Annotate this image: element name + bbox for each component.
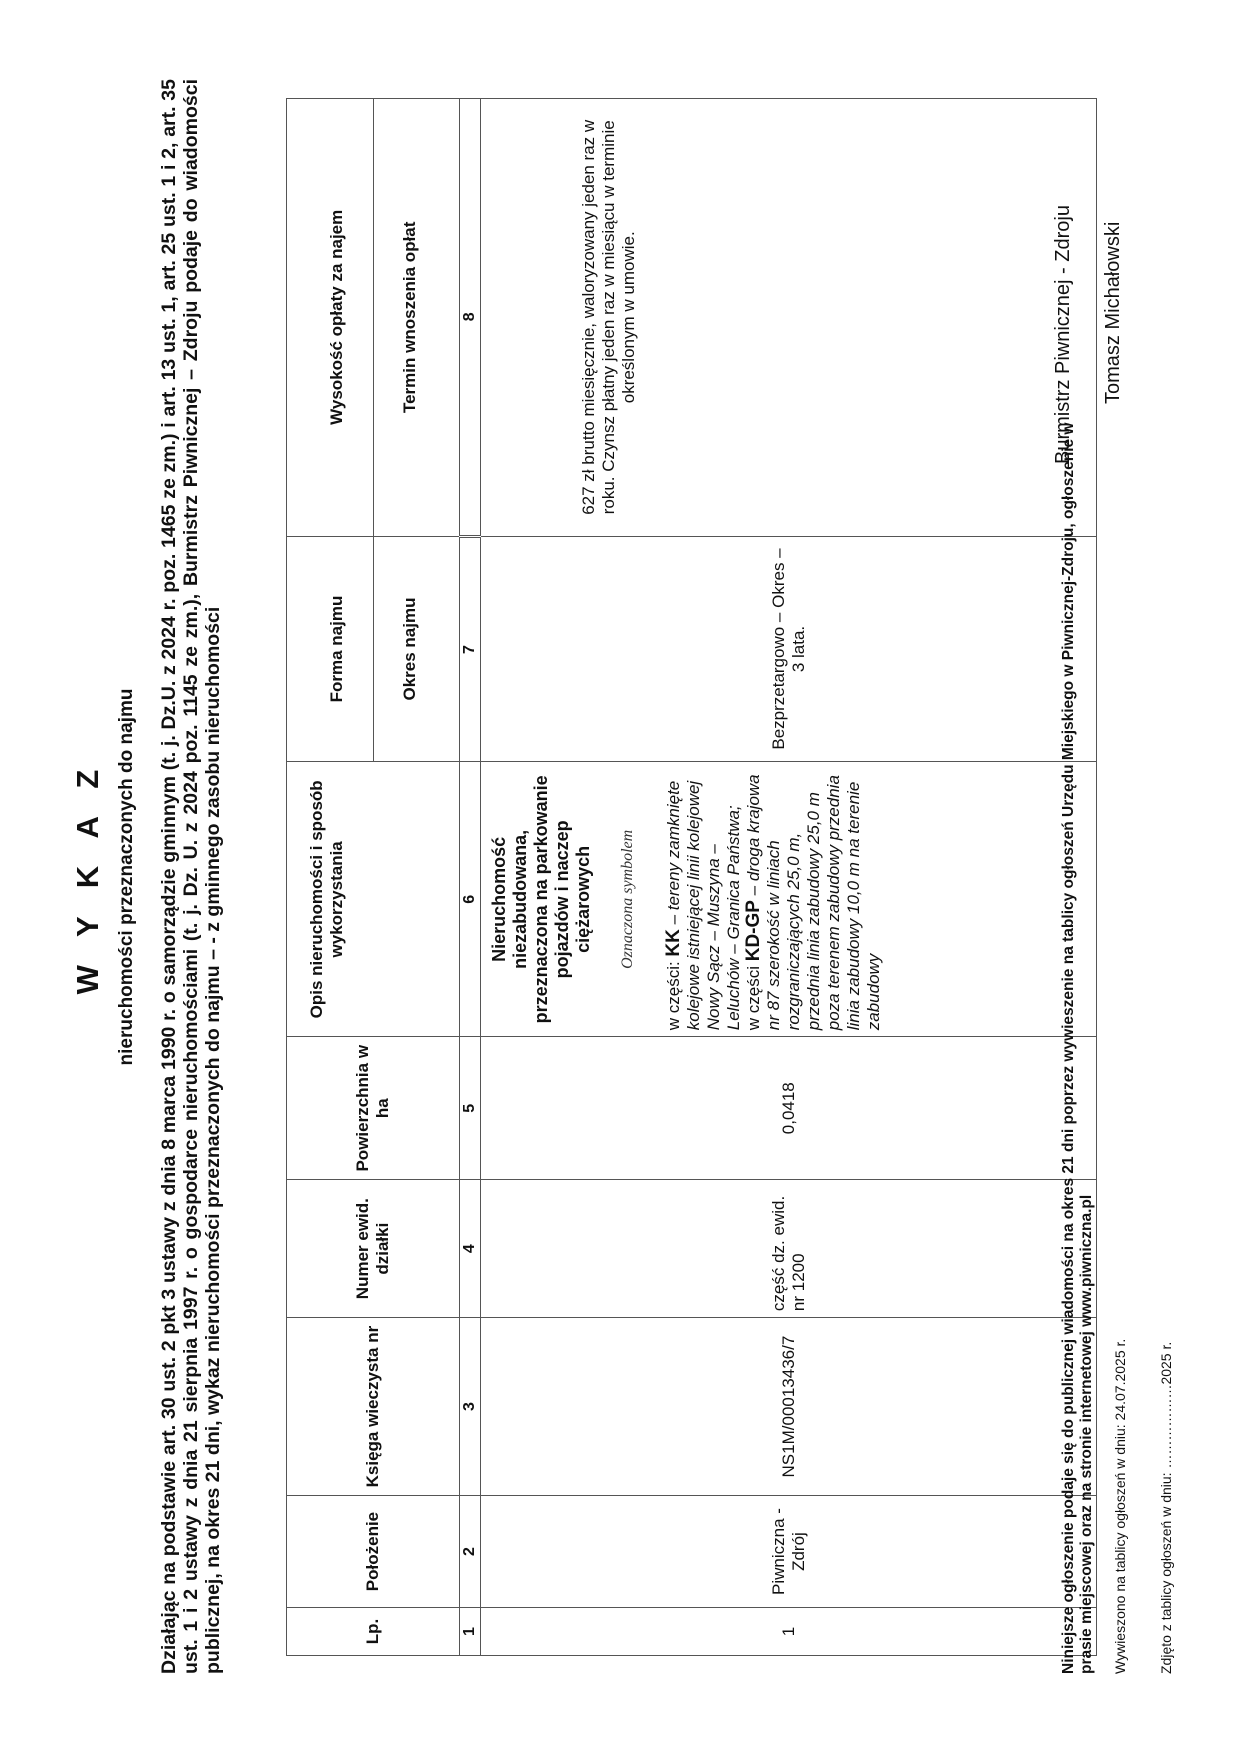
posted-date: Wywieszono na tablicy ogłoszeń w dniu: 24.07.2025 r. [1112,1338,1128,1674]
column-number-row [460,99,481,1656]
table-header-row [287,99,460,1656]
opis-symbol-label: Oznaczona symbolem [619,829,636,969]
column-number: 7 [460,536,481,762]
opis-kk-prefix: w części: [664,956,683,1031]
opis-kk-text: – tereny zamknięte kolejowe istniejącej linii kolejowej Nowy Sącz – Muszyna – Leluchów – Granica Państwa; [664,780,743,1031]
cell-oplata: 627 zł brutto miesięcznie, waloryzowany jeden raz w roku. Czynsz płatny jeden raz w miesiącu w terminie określonym w umowie. [481,99,1097,537]
header-okres: Okres najmu [399,597,419,701]
publication-note: Niniejsze ogłoszenie podaje się do publicznej wiadomości na okres 21 dni poprzez wywieszenie na tablicy ogłoszeń Urzędu Miejskiego w Piwnicznej-Zdroju, ogłoszenie w prasie miejscowej oraz na stronie internetowej www.piwniczna.pl [1060,422,1095,1674]
property-table [286,98,1097,1656]
opis-lead: Nieruchomość niezabudowana, przeznaczona na parkowanie pojazdów i naczep ciężarowych [489,775,593,1024]
header-lp: Lp. [287,1608,460,1656]
header-termin: Termin wnoszenia opłat [399,221,419,414]
header-powierzchnia: Powierzchnia w ha [287,1037,460,1180]
document-subtitle: nieruchomości przeznaczonych do najmu [116,688,137,1066]
cell-ksiega: NS1M/00013436/7 [481,1318,1097,1496]
cell-opis [481,762,1097,1037]
cell-forma-okres: Bezprzetargowo – Okres – 3 lata. [481,536,1097,762]
opis-kdgp-code: KD-GP [743,900,764,962]
column-number: 3 [460,1318,481,1496]
column-number: 5 [460,1037,481,1180]
opis-kdgp-text: – droga krajowa nr 87 szerokość w liniach rozgraniczających 25,0 m, przednia linia zabudowy 25,0 m poza terenem zabudowy przednia linia zabudowy 10,0 m na terenie zabudowy [744,774,883,1031]
signature-title: Burmistrz Piwnicznej - Zdroju [1052,205,1074,464]
table-row [481,99,1097,1656]
document-title: W Y K A Z [70,759,105,995]
intro-paragraph: Działając na podstawie art. 30 ust. 2 pkt 3 ustawy z dnia 8 marca 1990 r. o samorządzie gminnym (t. j. Dz.U. z 2024 r. poz. 1465 ze zm.) i art. 13 ust. 1, art. 25 ust. 1 i 2, art. 35 ust. 1 i 2 ustawy z dnia 21 sierpnia 1997 r. o gospodarce nieruchomościami (t. j. Dz. U. z 2024 poz. 1145 ze zm.), Burmistrz Piwnicznej – Zdroju podaje do wiadomości publicznej, na okres 21 dni, wykaz nieruchomości przeznaczonych do najmu – - z gminnego zasobu nieruchomości [158,79,224,1674]
opis-kk-code: KK [663,929,684,957]
column-number: 6 [460,762,481,1037]
header-ksiega: Księga wieczysta nr [287,1318,460,1496]
column-number: 4 [460,1180,481,1318]
column-number: 1 [460,1608,481,1656]
cell-powierzchnia: 0,0418 [481,1037,1097,1180]
column-number: 8 [460,99,481,537]
header-forma-okres [287,536,460,762]
cell-polozenie: Piwniczna - Zdrój [481,1496,1097,1608]
removed-date: Zdjęto z tablicy ogłoszeń w dniu: ………………2025 r. [1158,1341,1174,1674]
header-wysokosc: Wysokość opłaty za najem [301,99,374,536]
header-numer: Numer ewid. działki [287,1180,460,1318]
signature-name: Tomasz Michałowski [1102,221,1124,404]
header-oplata [287,99,460,537]
header-forma: Forma najmu [301,537,374,762]
cell-lp: 1 [481,1608,1097,1656]
cell-numer: część dz. ewid. nr 1200 [481,1180,1097,1318]
header-opis: Opis nieruchomości i sposób wykorzystania [287,762,460,1037]
opis-kdgp-prefix: w części [744,961,763,1031]
header-polozenie: Położenie [287,1496,460,1608]
column-number: 2 [460,1496,481,1608]
